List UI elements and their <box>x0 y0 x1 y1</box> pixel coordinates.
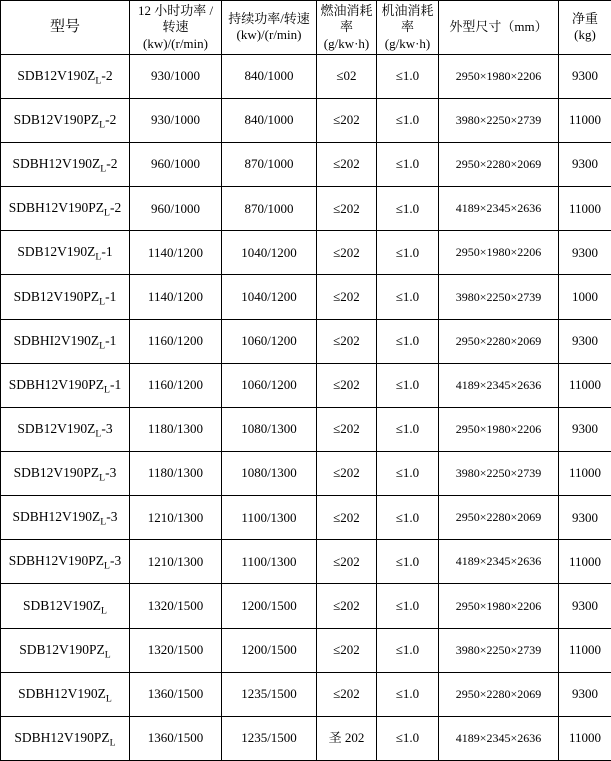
table-row <box>1 363 611 407</box>
model-prefix: SDBH12V190Z <box>12 156 101 172</box>
cell-fuel-consumption: ≤02 <box>317 54 377 98</box>
cell-dimensions: 2950×1980×2206 <box>439 231 559 275</box>
model-prefix: SDBH12V190Z <box>18 685 106 701</box>
cell-model <box>1 540 130 584</box>
cell-fuel-consumption: ≤202 <box>317 275 377 319</box>
cell-model <box>1 143 130 187</box>
table-row <box>1 275 611 319</box>
cell-dimensions: 2950×1980×2206 <box>439 54 559 98</box>
cell-dimensions: 2950×2280×2069 <box>439 496 559 540</box>
model-suffix: -2 <box>101 67 113 83</box>
cell-power-12h: 1320/1500 <box>130 628 222 672</box>
cell-dimensions: 2950×2280×2069 <box>439 319 559 363</box>
table-row <box>1 143 611 187</box>
column-header-line: 12 小时功率 / <box>137 3 214 18</box>
cell-dimensions: 3980×2250×2739 <box>439 275 559 319</box>
cell-net-weight: 9300 <box>559 54 611 98</box>
model-subscript: L <box>104 649 111 661</box>
cell-dimensions: 2950×2280×2069 <box>439 672 559 716</box>
cell-power-12h: 960/1000 <box>130 143 222 187</box>
model-subscript: L <box>99 296 106 308</box>
cell-oil-consumption: ≤1.0 <box>377 628 439 672</box>
cell-oil-consumption: ≤1.0 <box>377 407 439 451</box>
cell-power-12h: 930/1000 <box>130 98 222 142</box>
model-prefix: SDBH12V190PZ <box>8 553 105 569</box>
cell-model <box>1 716 130 760</box>
cell-power-12h: 1140/1200 <box>130 275 222 319</box>
model-subscript: L <box>95 75 102 87</box>
cell-power-12h: 1360/1500 <box>130 672 222 716</box>
model-subscript: L <box>99 472 106 484</box>
cell-power-continuous: 1235/1500 <box>222 672 317 716</box>
table-row <box>1 98 611 142</box>
cell-net-weight: 9300 <box>559 319 611 363</box>
cell-oil-consumption: ≤1.0 <box>377 187 439 231</box>
cell-oil-consumption: ≤1.0 <box>377 54 439 98</box>
model-subscript: L <box>100 516 107 528</box>
model-subscript: L <box>99 340 106 352</box>
cell-dimensions: 4189×2345×2636 <box>439 716 559 760</box>
model-prefix: SDB12V190PZ <box>13 288 100 304</box>
cell-dimensions: 3980×2250×2739 <box>439 98 559 142</box>
cell-oil-consumption: ≤1.0 <box>377 540 439 584</box>
cell-power-12h: 1320/1500 <box>130 584 222 628</box>
cell-oil-consumption: ≤1.0 <box>377 143 439 187</box>
cell-net-weight: 11000 <box>559 363 611 407</box>
cell-oil-consumption: ≤1.0 <box>377 496 439 540</box>
column-header-line: 机油消耗 <box>381 3 434 18</box>
model-suffix: -1 <box>109 376 122 392</box>
cell-net-weight: 11000 <box>559 98 611 142</box>
cell-power-continuous: 1100/1300 <box>222 540 317 584</box>
cell-fuel-consumption: ≤202 <box>317 628 377 672</box>
cell-model <box>1 672 130 716</box>
cell-dimensions: 4189×2345×2636 <box>439 187 559 231</box>
cell-model <box>1 407 130 451</box>
model-suffix: -2 <box>105 112 117 128</box>
model-subscript: L <box>100 163 107 175</box>
column-header-line: 率 <box>339 19 353 35</box>
model-prefix: SDBH12V190PZ <box>8 200 105 216</box>
model-subscript: L <box>104 561 110 573</box>
model-prefix: SDBH12V190Z <box>12 509 101 525</box>
model-prefix: SDB12V190Z <box>17 67 96 83</box>
cell-oil-consumption: ≤1.0 <box>377 584 439 628</box>
cell-fuel-consumption: ≤202 <box>317 584 377 628</box>
model-prefix: SDBH12V190PZ <box>8 376 105 392</box>
table-row <box>1 407 611 451</box>
table-row <box>1 319 611 363</box>
column-header-6 <box>559 1 611 55</box>
model-suffix: -1 <box>105 332 117 348</box>
column-header-0 <box>1 1 130 55</box>
cell-power-continuous: 870/1000 <box>222 187 317 231</box>
cell-power-continuous: 1200/1500 <box>222 628 317 672</box>
cell-power-continuous: 840/1000 <box>222 98 317 142</box>
cell-net-weight: 11000 <box>559 452 611 496</box>
cell-model <box>1 319 130 363</box>
cell-model <box>1 496 130 540</box>
cell-power-continuous: 1100/1300 <box>222 496 317 540</box>
model-subscript: L <box>104 207 110 219</box>
model-suffix: -3 <box>105 465 117 481</box>
cell-dimensions: 3980×2250×2739 <box>439 452 559 496</box>
cell-model <box>1 98 130 142</box>
cell-oil-consumption: ≤1.0 <box>377 716 439 760</box>
column-header-3 <box>317 1 377 55</box>
model-prefix: SDB12V190PZ <box>13 465 100 481</box>
cell-fuel-consumption: ≤202 <box>317 496 377 540</box>
cell-fuel-consumption: ≤202 <box>317 407 377 451</box>
cell-model <box>1 584 130 628</box>
cell-power-continuous: 1040/1200 <box>222 231 317 275</box>
cell-net-weight: 9300 <box>559 143 611 187</box>
cell-fuel-consumption: ≤202 <box>317 363 377 407</box>
cell-power-12h: 1360/1500 <box>130 716 222 760</box>
cell-power-continuous: 840/1000 <box>222 54 317 98</box>
cell-oil-consumption: ≤1.0 <box>377 98 439 142</box>
column-header-1 <box>130 1 222 55</box>
model-subscript: L <box>101 605 107 617</box>
column-header-5 <box>439 1 559 55</box>
cell-oil-consumption: ≤1.0 <box>377 319 439 363</box>
cell-net-weight: 11000 <box>559 187 611 231</box>
column-header-line: (g/kw·h) <box>384 35 431 51</box>
column-header-line: 净重 <box>571 11 598 27</box>
model-suffix: -2 <box>106 156 118 172</box>
column-header-line: (kw)/(r/min) <box>236 27 302 43</box>
column-header-line: 持续功率/转速 <box>228 11 310 27</box>
cell-fuel-consumption: ≤202 <box>317 672 377 716</box>
table-header <box>1 1 611 55</box>
model-prefix: SDB12V190Z <box>23 597 102 613</box>
cell-fuel-consumption: ≤202 <box>317 187 377 231</box>
cell-power-continuous: 870/1000 <box>222 143 317 187</box>
model-subscript: L <box>104 384 110 396</box>
table-row <box>1 628 611 672</box>
cell-net-weight: 9300 <box>559 496 611 540</box>
cell-power-12h: 1210/1300 <box>130 540 222 584</box>
table-row <box>1 54 611 98</box>
cell-fuel-consumption: 圣 202 <box>317 716 377 760</box>
cell-fuel-consumption: ≤202 <box>317 143 377 187</box>
model-prefix: SDB12V190PZ <box>13 112 100 128</box>
table-row <box>1 231 611 275</box>
cell-dimensions: 2950×1980×2206 <box>439 584 559 628</box>
cell-power-continuous: 1235/1500 <box>222 716 317 760</box>
column-header-line: 燃油消耗 <box>320 3 373 18</box>
cell-power-12h: 1180/1300 <box>130 407 222 451</box>
cell-power-12h: 960/1000 <box>130 187 222 231</box>
cell-fuel-consumption: ≤202 <box>317 452 377 496</box>
model-prefix: SDBH12V190PZ <box>14 729 110 745</box>
model-prefix: SDB12V190Z <box>17 244 96 260</box>
cell-net-weight: 9300 <box>559 231 611 275</box>
table-header-row <box>1 1 611 55</box>
column-header-line: (kg) <box>574 27 596 43</box>
cell-dimensions: 2950×1980×2206 <box>439 407 559 451</box>
table-row <box>1 187 611 231</box>
cell-oil-consumption: ≤1.0 <box>377 452 439 496</box>
cell-model <box>1 628 130 672</box>
cell-model <box>1 452 130 496</box>
cell-net-weight: 9300 <box>559 584 611 628</box>
model-subscript: L <box>105 693 112 705</box>
table-row <box>1 716 611 760</box>
model-subscript: L <box>109 737 116 749</box>
column-header-line: (g/kw·h) <box>323 35 370 51</box>
cell-model <box>1 275 130 319</box>
cell-fuel-consumption: ≤202 <box>317 319 377 363</box>
cell-power-continuous: 1060/1200 <box>222 363 317 407</box>
cell-power-12h: 1160/1200 <box>130 363 222 407</box>
cell-power-12h: 1180/1300 <box>130 452 222 496</box>
cell-dimensions: 2950×2280×2069 <box>439 143 559 187</box>
table-row <box>1 672 611 716</box>
model-prefix: SDB12V190Z <box>17 421 96 436</box>
cell-power-continuous: 1040/1200 <box>222 275 317 319</box>
cell-net-weight: 9300 <box>559 672 611 716</box>
cell-power-12h: 930/1000 <box>130 54 222 98</box>
model-suffix: -2 <box>109 200 122 216</box>
cell-oil-consumption: ≤1.0 <box>377 672 439 716</box>
column-header-4 <box>377 1 439 55</box>
cell-dimensions: 3980×2250×2739 <box>439 628 559 672</box>
table-row <box>1 540 611 584</box>
cell-fuel-consumption: ≤202 <box>317 98 377 142</box>
model-suffix: -3 <box>109 553 122 569</box>
cell-oil-consumption: ≤1.0 <box>377 363 439 407</box>
column-header-line: (kw)/(r/min) <box>143 35 208 51</box>
cell-net-weight: 1000 <box>559 275 611 319</box>
model-subscript: L <box>99 119 106 131</box>
model-subscript: L <box>95 428 102 440</box>
cell-power-continuous: 1200/1500 <box>222 584 317 628</box>
cell-net-weight: 11000 <box>559 716 611 760</box>
cell-fuel-consumption: ≤202 <box>317 540 377 584</box>
cell-model <box>1 54 130 98</box>
cell-oil-consumption: ≤1.0 <box>377 275 439 319</box>
table-row <box>1 584 611 628</box>
column-header-line: 外型尺寸（mm） <box>449 19 548 35</box>
column-header-2 <box>222 1 317 55</box>
cell-model <box>1 231 130 275</box>
model-suffix: -3 <box>101 421 113 436</box>
column-header-line: 转速 <box>162 19 189 35</box>
cell-fuel-consumption: ≤202 <box>317 231 377 275</box>
cell-dimensions: 4189×2345×2636 <box>439 540 559 584</box>
cell-model <box>1 363 130 407</box>
table-row <box>1 496 611 540</box>
cell-net-weight: 11000 <box>559 628 611 672</box>
model-prefix: SDB12V190PZ <box>19 641 105 657</box>
cell-power-12h: 1210/1300 <box>130 496 222 540</box>
model-suffix: -1 <box>105 288 117 304</box>
cell-power-continuous: 1060/1200 <box>222 319 317 363</box>
cell-power-continuous: 1080/1300 <box>222 407 317 451</box>
table-row <box>1 452 611 496</box>
cell-power-continuous: 1080/1300 <box>222 452 317 496</box>
cell-dimensions: 4189×2345×2636 <box>439 363 559 407</box>
cell-model <box>1 187 130 231</box>
cell-net-weight: 11000 <box>559 540 611 584</box>
cell-net-weight: 9300 <box>559 407 611 451</box>
cell-power-12h: 1140/1200 <box>130 231 222 275</box>
model-prefix: SDBHI2V190Z <box>13 332 100 348</box>
model-subscript: L <box>95 252 102 264</box>
cell-oil-consumption: ≤1.0 <box>377 231 439 275</box>
table-body <box>1 54 611 760</box>
model-suffix: -1 <box>101 244 113 260</box>
column-header-line: 型号 <box>49 19 80 35</box>
model-suffix: -3 <box>106 509 118 525</box>
cell-power-12h: 1160/1200 <box>130 319 222 363</box>
column-header-line: 率 <box>400 19 414 35</box>
